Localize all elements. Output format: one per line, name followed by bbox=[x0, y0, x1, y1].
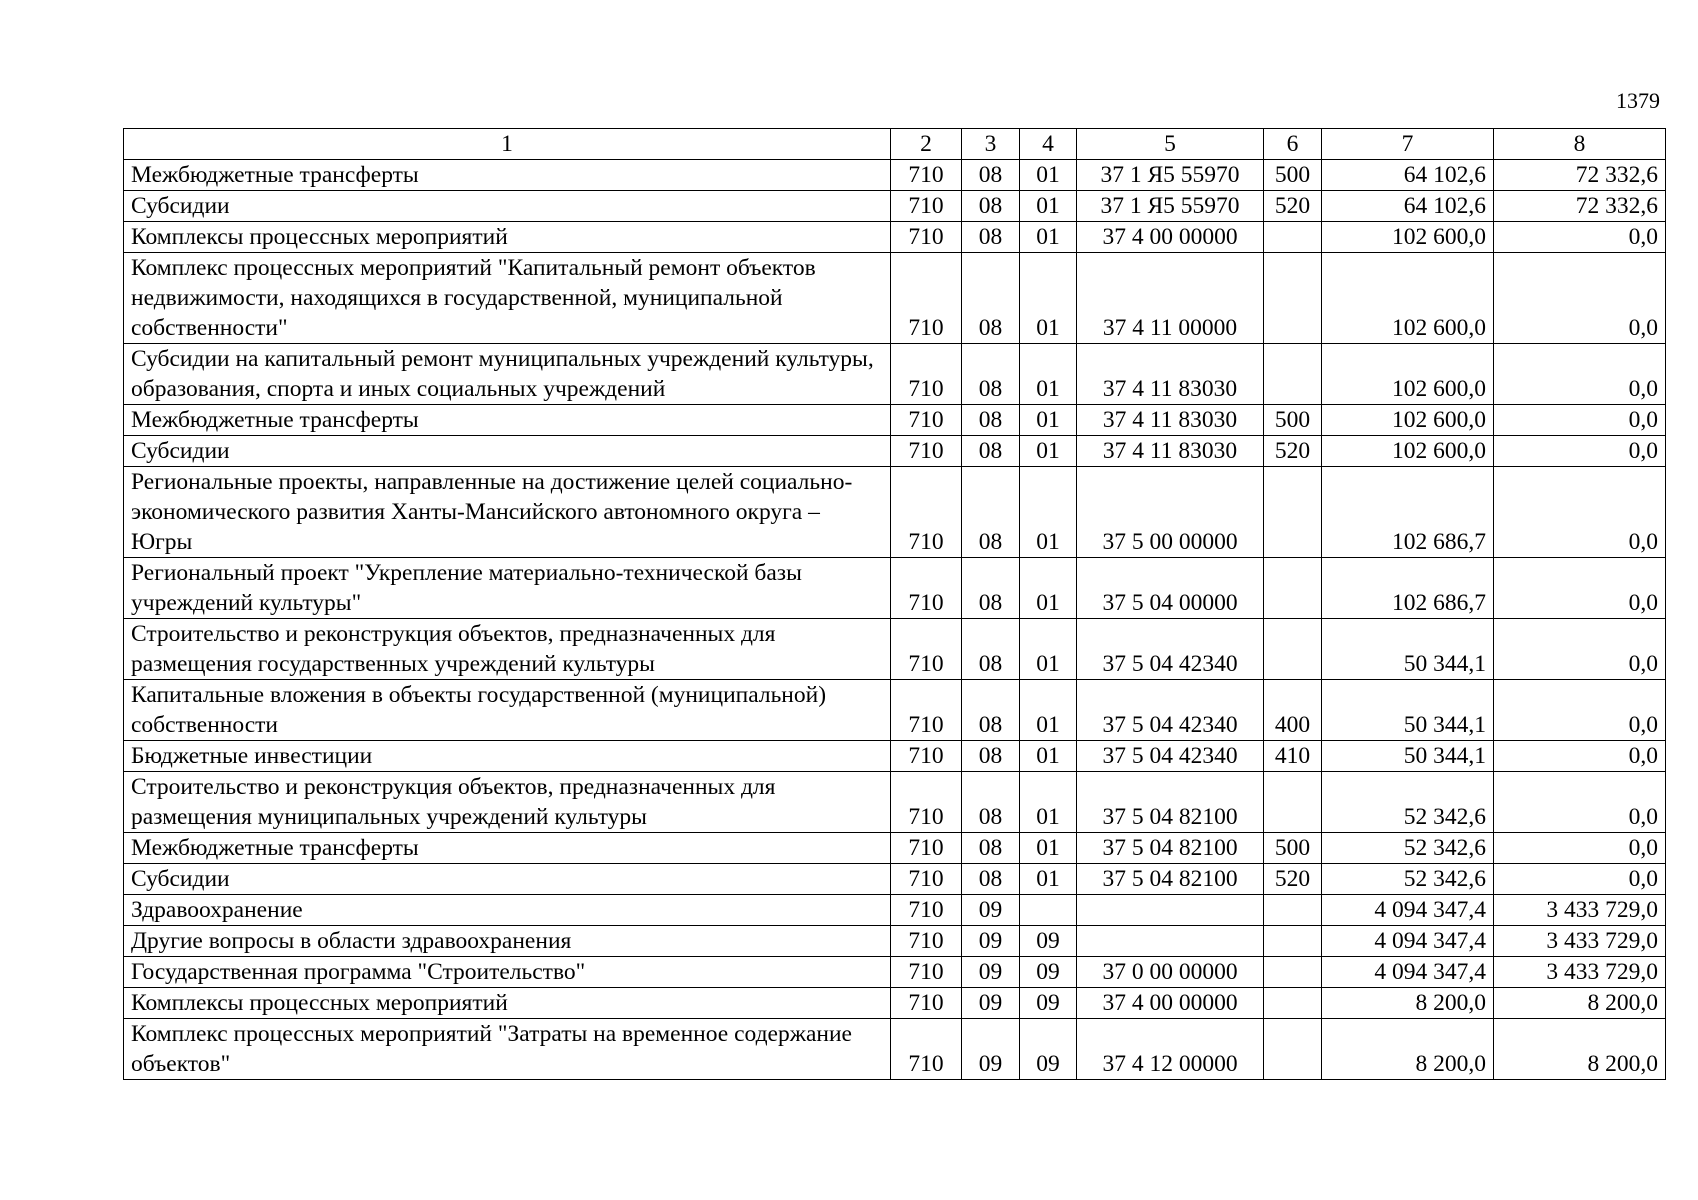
table-row bbox=[124, 864, 1666, 895]
ministry-code-cell: 710 bbox=[891, 467, 962, 558]
target-article-cell: 37 4 12 00000 bbox=[1077, 1019, 1264, 1080]
subsection-code-cell: 01 bbox=[1020, 436, 1077, 467]
table-row bbox=[124, 1019, 1666, 1080]
amount-col7-cell: 102 600,0 bbox=[1322, 436, 1494, 467]
expense-type-cell: 520 bbox=[1264, 191, 1322, 222]
ministry-code-cell: 710 bbox=[891, 222, 962, 253]
amount-col8-cell: 0,0 bbox=[1494, 680, 1666, 741]
item-name-cell: Здравоохранение bbox=[124, 895, 891, 926]
section-code-cell: 08 bbox=[962, 344, 1020, 405]
target-article-cell: 37 4 11 83030 bbox=[1077, 344, 1264, 405]
ministry-code-cell: 710 bbox=[891, 344, 962, 405]
ministry-code-cell: 710 bbox=[891, 436, 962, 467]
amount-col8-cell: 72 332,6 bbox=[1494, 160, 1666, 191]
amount-col8-cell: 0,0 bbox=[1494, 436, 1666, 467]
subsection-code-cell: 09 bbox=[1020, 957, 1077, 988]
amount-col8-cell: 0,0 bbox=[1494, 833, 1666, 864]
column-header: 2 bbox=[891, 129, 962, 160]
section-code-cell: 08 bbox=[962, 772, 1020, 833]
subsection-code-cell: 01 bbox=[1020, 741, 1077, 772]
amount-col7-cell: 52 342,6 bbox=[1322, 772, 1494, 833]
expense-type-cell bbox=[1264, 957, 1322, 988]
item-name-cell: Капитальные вложения в объекты государственной (муниципальной) собственности bbox=[124, 680, 891, 741]
table-row bbox=[124, 160, 1666, 191]
ministry-code-cell: 710 bbox=[891, 741, 962, 772]
item-name-cell: Субсидии bbox=[124, 864, 891, 895]
target-article-cell bbox=[1077, 926, 1264, 957]
section-code-cell: 08 bbox=[962, 558, 1020, 619]
table-row bbox=[124, 467, 1666, 558]
item-name-cell: Строительство и реконструкция объектов, предназначенных для размещения государственных учреждений культуры bbox=[124, 619, 891, 680]
amount-col8-cell: 0,0 bbox=[1494, 222, 1666, 253]
amount-col7-cell: 64 102,6 bbox=[1322, 160, 1494, 191]
item-name-cell: Межбюджетные трансферты bbox=[124, 160, 891, 191]
table-row bbox=[124, 344, 1666, 405]
table-row bbox=[124, 405, 1666, 436]
ministry-code-cell: 710 bbox=[891, 558, 962, 619]
subsection-code-cell: 01 bbox=[1020, 222, 1077, 253]
column-header: 1 bbox=[124, 129, 891, 160]
table-row bbox=[124, 833, 1666, 864]
section-code-cell: 08 bbox=[962, 467, 1020, 558]
section-code-cell: 09 bbox=[962, 926, 1020, 957]
expense-type-cell bbox=[1264, 895, 1322, 926]
amount-col8-cell: 0,0 bbox=[1494, 772, 1666, 833]
item-name-cell: Региональные проекты, направленные на достижение целей социально-экономического развития Ханты-Мансийского автономного округа – Югры bbox=[124, 467, 891, 558]
amount-col8-cell: 0,0 bbox=[1494, 558, 1666, 619]
item-name-cell: Комплекс процессных мероприятий "Капитальный ремонт объектов недвижимости, находящихся в государственной, муниципальной собственности" bbox=[124, 253, 891, 344]
amount-col8-cell: 0,0 bbox=[1494, 741, 1666, 772]
section-code-cell: 08 bbox=[962, 222, 1020, 253]
section-code-cell: 09 bbox=[962, 895, 1020, 926]
amount-col7-cell: 50 344,1 bbox=[1322, 619, 1494, 680]
ministry-code-cell: 710 bbox=[891, 957, 962, 988]
item-name-cell: Субсидии bbox=[124, 436, 891, 467]
amount-col8-cell: 0,0 bbox=[1494, 253, 1666, 344]
expense-type-cell bbox=[1264, 558, 1322, 619]
expense-type-cell: 520 bbox=[1264, 436, 1322, 467]
item-name-cell: Комплекс процессных мероприятий "Затраты на временное содержание объектов" bbox=[124, 1019, 891, 1080]
ministry-code-cell: 710 bbox=[891, 160, 962, 191]
subsection-code-cell: 01 bbox=[1020, 619, 1077, 680]
column-header: 8 bbox=[1494, 129, 1666, 160]
item-name-cell: Субсидии bbox=[124, 191, 891, 222]
item-name-cell: Межбюджетные трансферты bbox=[124, 405, 891, 436]
expense-type-cell: 500 bbox=[1264, 160, 1322, 191]
target-article-cell: 37 0 00 00000 bbox=[1077, 957, 1264, 988]
table-row bbox=[124, 558, 1666, 619]
expense-type-cell bbox=[1264, 619, 1322, 680]
expense-type-cell: 400 bbox=[1264, 680, 1322, 741]
expense-type-cell: 410 bbox=[1264, 741, 1322, 772]
amount-col8-cell: 3 433 729,0 bbox=[1494, 957, 1666, 988]
amount-col7-cell: 52 342,6 bbox=[1322, 864, 1494, 895]
table-row bbox=[124, 222, 1666, 253]
table-row bbox=[124, 895, 1666, 926]
amount-col7-cell: 102 600,0 bbox=[1322, 222, 1494, 253]
expense-type-cell: 500 bbox=[1264, 833, 1322, 864]
section-code-cell: 08 bbox=[962, 833, 1020, 864]
subsection-code-cell: 09 bbox=[1020, 926, 1077, 957]
target-article-cell: 37 5 04 82100 bbox=[1077, 772, 1264, 833]
item-name-cell: Субсидии на капитальный ремонт муниципальных учреждений культуры, образования, спорта и иных социальных учреждений bbox=[124, 344, 891, 405]
subsection-code-cell: 01 bbox=[1020, 160, 1077, 191]
target-article-cell: 37 4 00 00000 bbox=[1077, 988, 1264, 1019]
target-article-cell: 37 4 11 83030 bbox=[1077, 436, 1264, 467]
amount-col8-cell: 3 433 729,0 bbox=[1494, 895, 1666, 926]
expense-type-cell bbox=[1264, 1019, 1322, 1080]
section-code-cell: 08 bbox=[962, 253, 1020, 344]
target-article-cell: 37 5 04 00000 bbox=[1077, 558, 1264, 619]
amount-col7-cell: 4 094 347,4 bbox=[1322, 926, 1494, 957]
section-code-cell: 08 bbox=[962, 160, 1020, 191]
column-header: 5 bbox=[1077, 129, 1264, 160]
amount-col8-cell: 8 200,0 bbox=[1494, 988, 1666, 1019]
item-name-cell: Региональный проект "Укрепление материально-технической базы учреждений культуры" bbox=[124, 558, 891, 619]
subsection-code-cell: 01 bbox=[1020, 191, 1077, 222]
table-row bbox=[124, 772, 1666, 833]
amount-col7-cell: 50 344,1 bbox=[1322, 741, 1494, 772]
target-article-cell: 37 1 Я5 55970 bbox=[1077, 160, 1264, 191]
amount-col7-cell: 4 094 347,4 bbox=[1322, 895, 1494, 926]
expense-type-cell bbox=[1264, 988, 1322, 1019]
table-row bbox=[124, 957, 1666, 988]
amount-col8-cell: 0,0 bbox=[1494, 405, 1666, 436]
column-header: 7 bbox=[1322, 129, 1494, 160]
expense-type-cell bbox=[1264, 253, 1322, 344]
section-code-cell: 08 bbox=[962, 191, 1020, 222]
ministry-code-cell: 710 bbox=[891, 772, 962, 833]
target-article-cell: 37 4 11 00000 bbox=[1077, 253, 1264, 344]
table-row bbox=[124, 926, 1666, 957]
section-code-cell: 08 bbox=[962, 680, 1020, 741]
item-name-cell: Строительство и реконструкция объектов, предназначенных для размещения муниципальных учреждений культуры bbox=[124, 772, 891, 833]
amount-col7-cell: 102 686,7 bbox=[1322, 467, 1494, 558]
target-article-cell: 37 4 11 83030 bbox=[1077, 405, 1264, 436]
column-header: 6 bbox=[1264, 129, 1322, 160]
amount-col8-cell: 0,0 bbox=[1494, 467, 1666, 558]
expense-type-cell: 520 bbox=[1264, 864, 1322, 895]
column-number-header-row bbox=[124, 129, 1666, 160]
target-article-cell: 37 5 04 82100 bbox=[1077, 864, 1264, 895]
target-article-cell: 37 5 04 42340 bbox=[1077, 741, 1264, 772]
ministry-code-cell: 710 bbox=[891, 405, 962, 436]
expense-type-cell bbox=[1264, 467, 1322, 558]
subsection-code-cell: 09 bbox=[1020, 988, 1077, 1019]
target-article-cell: 37 5 04 42340 bbox=[1077, 680, 1264, 741]
expense-type-cell bbox=[1264, 344, 1322, 405]
column-header: 4 bbox=[1020, 129, 1077, 160]
amount-col7-cell: 102 600,0 bbox=[1322, 344, 1494, 405]
budget-table bbox=[123, 128, 1666, 1080]
section-code-cell: 09 bbox=[962, 957, 1020, 988]
table-body bbox=[124, 160, 1666, 1080]
section-code-cell: 08 bbox=[962, 405, 1020, 436]
item-name-cell: Комплексы процессных мероприятий bbox=[124, 222, 891, 253]
amount-col8-cell: 0,0 bbox=[1494, 619, 1666, 680]
column-header: 3 bbox=[962, 129, 1020, 160]
amount-col7-cell: 102 600,0 bbox=[1322, 405, 1494, 436]
subsection-code-cell: 01 bbox=[1020, 864, 1077, 895]
table-row bbox=[124, 988, 1666, 1019]
ministry-code-cell: 710 bbox=[891, 926, 962, 957]
target-article-cell: 37 1 Я5 55970 bbox=[1077, 191, 1264, 222]
amount-col7-cell: 52 342,6 bbox=[1322, 833, 1494, 864]
expense-type-cell bbox=[1264, 222, 1322, 253]
target-article-cell: 37 5 00 00000 bbox=[1077, 467, 1264, 558]
subsection-code-cell: 01 bbox=[1020, 680, 1077, 741]
table-row bbox=[124, 741, 1666, 772]
amount-col7-cell: 4 094 347,4 bbox=[1322, 957, 1494, 988]
ministry-code-cell: 710 bbox=[891, 680, 962, 741]
target-article-cell: 37 4 00 00000 bbox=[1077, 222, 1264, 253]
table-row bbox=[124, 436, 1666, 467]
table-row bbox=[124, 253, 1666, 344]
ministry-code-cell: 710 bbox=[891, 895, 962, 926]
subsection-code-cell: 01 bbox=[1020, 344, 1077, 405]
section-code-cell: 09 bbox=[962, 988, 1020, 1019]
ministry-code-cell: 710 bbox=[891, 864, 962, 895]
subsection-code-cell: 09 bbox=[1020, 1019, 1077, 1080]
table-row bbox=[124, 619, 1666, 680]
section-code-cell: 09 bbox=[962, 1019, 1020, 1080]
amount-col8-cell: 3 433 729,0 bbox=[1494, 926, 1666, 957]
section-code-cell: 08 bbox=[962, 741, 1020, 772]
section-code-cell: 08 bbox=[962, 436, 1020, 467]
item-name-cell: Комплексы процессных мероприятий bbox=[124, 988, 891, 1019]
subsection-code-cell: 01 bbox=[1020, 253, 1077, 344]
subsection-code-cell: 01 bbox=[1020, 833, 1077, 864]
ministry-code-cell: 710 bbox=[891, 1019, 962, 1080]
subsection-code-cell: 01 bbox=[1020, 772, 1077, 833]
target-article-cell bbox=[1077, 895, 1264, 926]
amount-col8-cell: 8 200,0 bbox=[1494, 1019, 1666, 1080]
amount-col8-cell: 0,0 bbox=[1494, 344, 1666, 405]
ministry-code-cell: 710 bbox=[891, 253, 962, 344]
ministry-code-cell: 710 bbox=[891, 833, 962, 864]
item-name-cell: Бюджетные инвестиции bbox=[124, 741, 891, 772]
ministry-code-cell: 710 bbox=[891, 191, 962, 222]
item-name-cell: Государственная программа "Строительство" bbox=[124, 957, 891, 988]
subsection-code-cell bbox=[1020, 895, 1077, 926]
amount-col7-cell: 8 200,0 bbox=[1322, 1019, 1494, 1080]
ministry-code-cell: 710 bbox=[891, 619, 962, 680]
expense-type-cell bbox=[1264, 926, 1322, 957]
section-code-cell: 08 bbox=[962, 864, 1020, 895]
target-article-cell: 37 5 04 42340 bbox=[1077, 619, 1264, 680]
subsection-code-cell: 01 bbox=[1020, 467, 1077, 558]
item-name-cell: Межбюджетные трансферты bbox=[124, 833, 891, 864]
item-name-cell: Другие вопросы в области здравоохранения bbox=[124, 926, 891, 957]
target-article-cell: 37 5 04 82100 bbox=[1077, 833, 1264, 864]
section-code-cell: 08 bbox=[962, 619, 1020, 680]
ministry-code-cell: 710 bbox=[891, 988, 962, 1019]
table-row bbox=[124, 680, 1666, 741]
amount-col7-cell: 64 102,6 bbox=[1322, 191, 1494, 222]
subsection-code-cell: 01 bbox=[1020, 558, 1077, 619]
table-row bbox=[124, 191, 1666, 222]
subsection-code-cell: 01 bbox=[1020, 405, 1077, 436]
amount-col7-cell: 50 344,1 bbox=[1322, 680, 1494, 741]
amount-col7-cell: 102 600,0 bbox=[1322, 253, 1494, 344]
amount-col7-cell: 102 686,7 bbox=[1322, 558, 1494, 619]
amount-col8-cell: 0,0 bbox=[1494, 864, 1666, 895]
expense-type-cell: 500 bbox=[1264, 405, 1322, 436]
amount-col7-cell: 8 200,0 bbox=[1322, 988, 1494, 1019]
expense-type-cell bbox=[1264, 772, 1322, 833]
page-number: 1379 bbox=[1616, 88, 1660, 113]
amount-col8-cell: 72 332,6 bbox=[1494, 191, 1666, 222]
